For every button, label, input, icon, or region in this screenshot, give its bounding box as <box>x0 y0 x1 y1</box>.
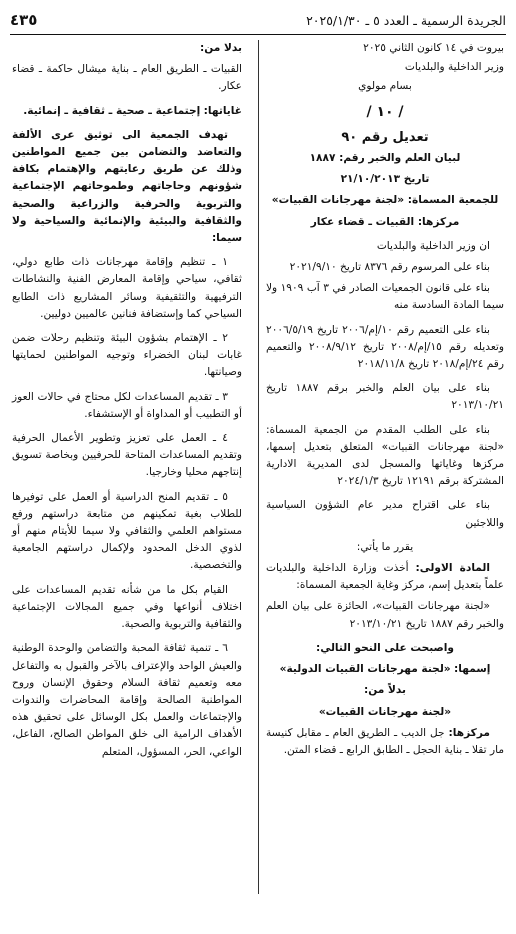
aim-item-6: ٦ ـ تنمية ثقافة المحبة والتضامن والوحدة الوطنية والعيش الواحد والإعتراف بالآخر والقبول به والتفاعل معه وتعميم ثقافة السلام وحقوق الإنسان وروح المواطنية الصالحة وإقامة المحاضرات والندوات والإجتماعات والعمل بكل الوسائل على تحقيق هذه الأهداف الرامية الى خلق المواطن الصالح، الفاعل، الواعي، الحر، المسؤول، المتعلم <box>12 642 242 758</box>
became-line: واصبحت على النحو التالي: <box>315 641 455 654</box>
decides-line: يقرر ما يأتي: <box>356 540 414 553</box>
basis-request: بناء على الطلب المقدم من الجمعية المسماة: «لجنة مهرجانات القبيات» المتعلق بتعديل إسمها، مركزها وغاياتها والمسجل لدى المديرية الادارية المشتركة برقم ١٢١٩١ تاريخ ٢٠٢٤/١/٣ <box>266 423 504 488</box>
article-1-text: أخذت وزارة الداخلية والبلديات علماً بتعديل إسم، مركز وغاية الجمعية المسماة: <box>266 562 504 592</box>
goals-value: إجتماعية ـ صحية ـ ثقافية ـ إنمائية. <box>23 104 201 117</box>
aim-item-5b: القيام بكل ما من شأنه تقديم المساعدات على اختلاف أنواعها وفي جميع المجالات الإجتماعية والثقافية والتربوية والصحية. <box>12 583 242 631</box>
aim-item-1: ١ ـ تنظيم وإقامة مهرجانات ذات طابع دولي، ثقافي، سياحي وإقامة المعارض الفنية والنشاطات الترفيهية والتثقيفية وسائر المشاريع ذات الطابع السياحي كما وإستضافة فنانين عالميين دوليين. <box>12 256 242 320</box>
basis-circulars: بناء على التعميم رقم ١٠/إم/٢٠٠٦ تاريخ ٢٠٠٦/٥/١٩ وتعديله رقم ١٥/إم/٢٠٠٨ تاريخ ٢٠٠٨/٩/١٢ والتعميم رقم ٢٤/إم/٢٠١٨ تاريخ ٢٠١٨/١١/٨ <box>266 323 504 371</box>
old-name: «لجنة مهرجانات القبيات» <box>318 705 452 718</box>
gazette-title: الجريدة الرسمية ـ العدد ٥ ـ ٢٠٢٥/١/٣٠ <box>306 12 506 28</box>
left-column <box>12 40 242 765</box>
basis-decree: بناء على المرسوم رقم ٨٣٧٦ تاريخ ٢٠٢١/٩/١٠ <box>289 261 490 274</box>
new-name-label: إسمها: <box>454 663 491 676</box>
new-name-value: «لجنة مهرجانات القبيات الدولية» <box>279 663 451 676</box>
basis-law: بناء على قانون الجمعيات الصادر في ٣ آب ١٩٠٩ ولا سيما المادة السادسة منه <box>266 282 504 312</box>
page-header <box>10 6 506 35</box>
article-1-quote: «لجنة مهرجانات القبيات»، الحائزة على بيان العلم والخبر رقم ١٨٨٧ تاريخ ٢٠١٣/١٠/٢١ <box>266 600 504 630</box>
page-number: ٤٣٥ <box>10 11 38 29</box>
aims-intro: تهدف الجمعية الى توثيق عرى الألفة والتعاضد والتضامن بين جميع المواطنين وذلك عن طريق رعايتهم والإهتمام بكافة شؤونهم وحاجاتهم وطموحاتهم الإجتماعية والتربوية والحرفية والزراعية والصحية والثقافية والبيئية والإنمائية والسياحية ولا سيما: <box>12 128 242 245</box>
new-name <box>266 661 504 678</box>
goals-label: غاياتها: <box>203 104 242 117</box>
decree-title: تعديل رقم ٩٠ <box>341 129 429 145</box>
instead-of-label: بدلاً من: <box>363 684 406 697</box>
article-1-label: المادة الاولى: <box>415 562 491 575</box>
minister-title: وزير الداخلية والبلديات <box>404 61 504 74</box>
separator: / ١٠ / <box>366 103 404 120</box>
association-named: للجمعية المسماة: «لجنة مهرجانات القبيات» <box>271 194 499 207</box>
instead-of-label-2: بدلا من: <box>199 42 242 54</box>
aim-item-2: ٢ ـ الإهتمام بشؤون البيئة وتنظيم رحلات ضمن غابات لبنان الخضراء وتوجيه المواطنين لحمايتها وصيانتها. <box>12 332 242 379</box>
intro-line: ان وزير الداخلية والبلديات <box>376 239 490 252</box>
aim-item-3: ٣ ـ تقديم المساعدات لكل محتاج في حالات العوز أو التطبيب أو المداواة أو الإستشفاء. <box>12 390 242 420</box>
aim-item-4: ٤ ـ العمل على تعزيز وتطوير الأعمال الحرفية وتقديم المساعدات المتاحة للحرفيين وبخاصة تسويق إنتاجهم محليا وخارجيا. <box>12 432 242 479</box>
minister-name: بسام مولوي <box>358 80 412 93</box>
new-seat-label: مركزها: <box>448 726 490 739</box>
new-seat <box>266 725 504 759</box>
new-seat-value: جل الديب ـ الطريق العام ـ مقابل كنيسة مار تقلا ـ بناية الحجل ـ الطابق الرابع ـ قضاء المتن. <box>266 726 504 756</box>
right-column <box>266 40 504 763</box>
decree-date: تاريخ ٢١/١٠/٢٠١٣ <box>340 173 430 186</box>
basis-proposal: بناء على اقتراح مدير عام الشؤون السياسية واللاجئين <box>266 499 504 529</box>
old-seat: القبيات ـ الطريق العام ـ بناية ميشال حاكمة ـ قضاء عكار. <box>12 63 242 93</box>
city-date: بيروت في ١٤ كانون الثاني ٢٠٢٥ <box>363 42 504 54</box>
association-seat: مركزها: القبيات ـ قضاء عكار <box>310 215 460 228</box>
goals <box>12 103 242 120</box>
column-divider <box>258 40 259 894</box>
article-1 <box>266 560 504 594</box>
decree-subject: لبيان العلم والخبر رقم: ١٨٨٧ <box>309 152 461 165</box>
aim-item-5: ٥ ـ تقديم المنح الدراسية أو العمل على توفيرها للطلاب بغية تمكينهم من متابعة دراستهم ورفع مستواهم العلمي والثقافي ولا سيما للأيتام منهم أو لذوي الدخل المحدود ولإكمال دراستهم الجامعية والتخصصية. <box>12 490 242 572</box>
basis-notice: بناء على بيان العلم والخبر برقم ١٨٨٧ تاريخ ٢٠١٣/١٠/٢١ <box>266 382 504 412</box>
